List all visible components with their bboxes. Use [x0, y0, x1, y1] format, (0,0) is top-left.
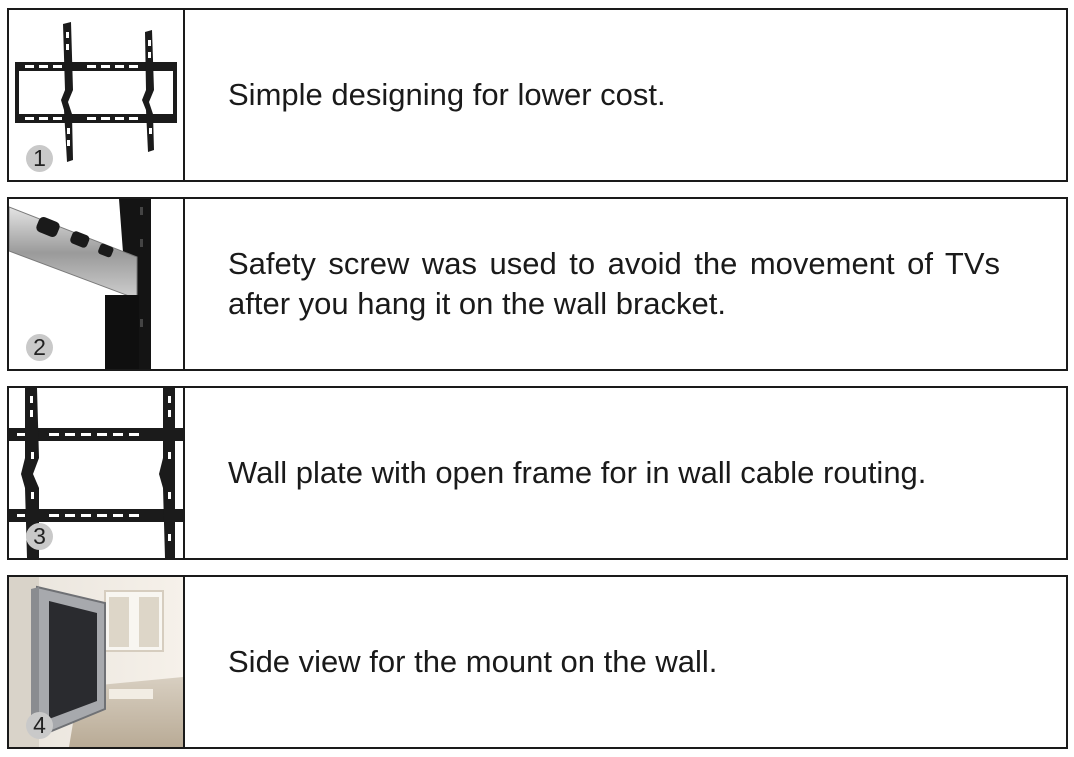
feature-row-4	[7, 575, 1068, 749]
feature-description	[228, 388, 1000, 558]
feature-image-2	[9, 199, 185, 369]
feature-number-badge: 1	[26, 145, 53, 172]
feature-text-1: Simple designing for lower cost.	[228, 77, 666, 112]
feature-row-3	[7, 386, 1068, 560]
feature-image-4	[9, 577, 185, 747]
feature-text-3: Wall plate with open frame for in wall cable routing.	[228, 455, 927, 490]
feature-number-badge: 4	[26, 712, 53, 739]
feature-number-badge: 2	[26, 334, 53, 361]
feature-image-3	[9, 388, 185, 558]
feature-description	[228, 199, 1000, 369]
feature-description	[228, 577, 1000, 747]
feature-row-2	[7, 197, 1068, 371]
feature-text-2: Safety screw was used to avoid the movement of TVs after you hang it on the wall bracket.	[228, 246, 1000, 321]
feature-number-badge: 3	[26, 523, 53, 550]
feature-image-1	[9, 10, 185, 180]
feature-description	[228, 10, 1000, 180]
feature-text-4: Side view for the mount on the wall.	[228, 644, 718, 679]
feature-row-1	[7, 8, 1068, 182]
